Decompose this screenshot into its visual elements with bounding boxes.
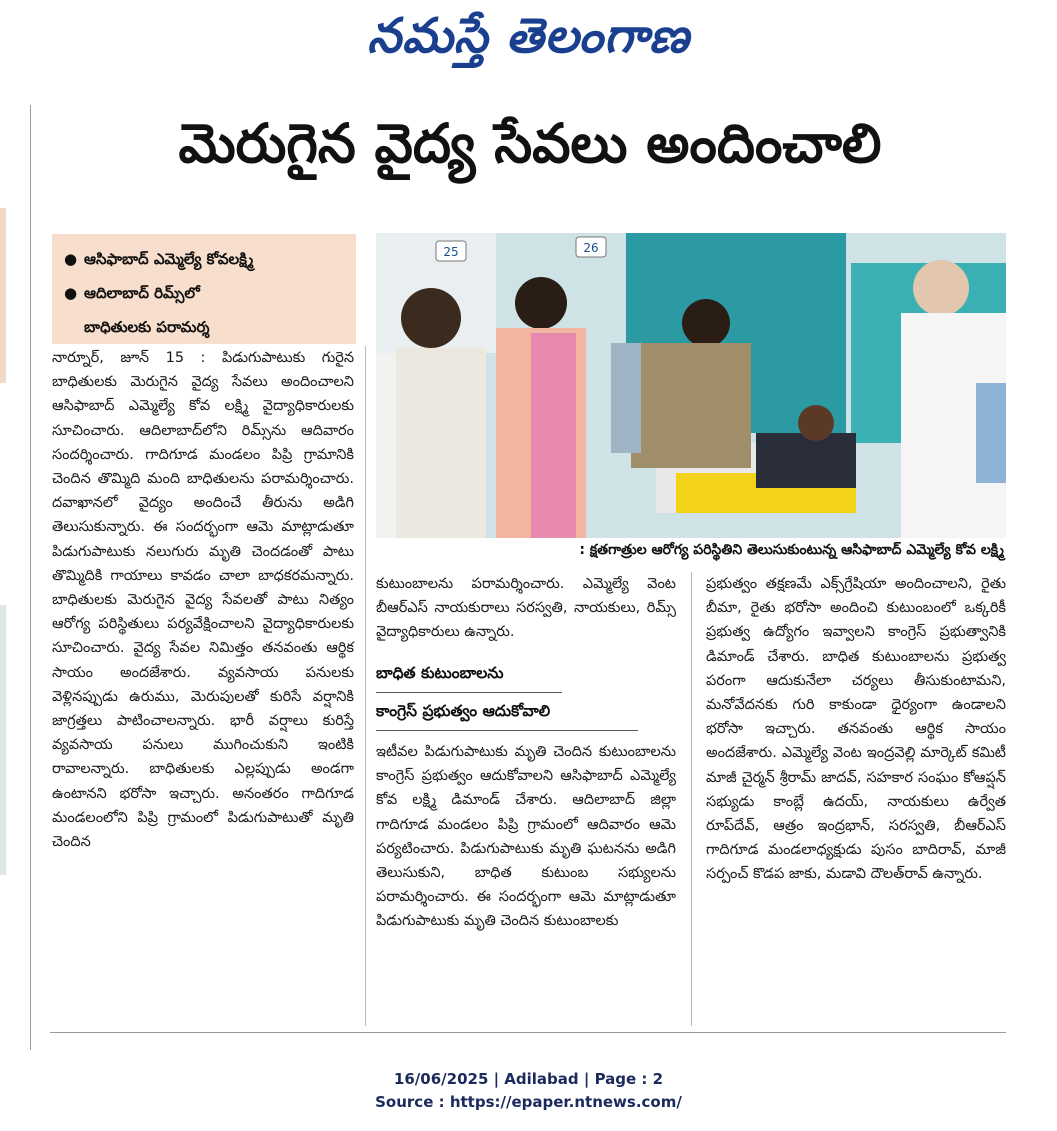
subheading-line-2: కాంగ్రెస్ ప్రభుత్వం ఆదుకోవాలి — [376, 702, 551, 720]
adjacent-article-strip — [0, 100, 10, 1050]
subheading-line-1: బాధిత కుటుంబాలను — [376, 664, 504, 682]
article-headline: మెరుగైన వైద్య సేవలు అందించాలి — [178, 112, 882, 175]
news-photo — [376, 233, 1006, 538]
subheading-rule — [376, 692, 562, 693]
subheading-rule — [376, 730, 638, 731]
hospital-scene-image — [376, 233, 1006, 538]
masthead-logo: నమస్తే తెలంగాణ — [367, 8, 690, 64]
column-divider — [365, 346, 366, 1026]
article-column-3 — [706, 572, 1006, 887]
article-column-2-bottom — [376, 740, 676, 934]
column-divider — [691, 572, 692, 1026]
highlight-item — [64, 242, 348, 276]
highlights-box — [52, 234, 356, 344]
article-paragraph: నార్నూర్, జూన్ 15 : పిడుగుపాటుకు గురైన బాధితులకు మెరుగైన వైద్య సేవలు అందించాలని ఆసిఫాబాద్ ఎమ్మెల్యే కోవ లక్ష్మి వైద్యాధికారులకు సూచించారు. ఆదిలాబాద్‌లోని రిమ్స్‌ను ఆదివారం సందర్శించారు. గాదిగూడ మండలం పిప్రి గ్రామానికి చెందిన తొమ్మిది మంది బాధితులను పరామర్శించారు. దవాఖానలో వైద్యం అందించే తీరును అడిగి తెలుసుకున్నారు. ఈ సందర్భంగా ఆమె మాట్లాడుతూ పిడుగుపాటుకు నలుగురు మృతి చెందడంతో పాటు తొమ్మిదికి గాయాలు కావడం చాలా బాధకరమన్నారు. బాధితులకు మెరుగైన వైద్య సేవలతో పాటు నిత్యం ఆరోగ్య పరిస్థితులు పర్యవేక్షించాలని వైద్యాధికారులకు సూచించారు. వైద్య సేవల నిమిత్తం తనవంతు ఆర్థిక సాయం అందజేశారు. వ్యవసాయ పనులకు వెళ్లినప్పుడు ఉరుము, మెరుపులతో కురిసే వర్షానికి జాగ్రత్తలు పాటించాలన్నారు. భారీ వర్షాలు కురిస్తే వ్యవసాయ పనులు ముగించుకుని ఇంటికి రావాలన్నారు. బాధితులకు ఎల్లప్పుడు అండగా ఉంటానని భరోసా ఇచ్చారు. అనంతరం గాదిగూడ మండలంలోని పిప్రి గ్రామంలో పిడుగుపాటుతో మృతి చెందిన — [52, 350, 354, 851]
bed-number-label: 26 — [583, 241, 599, 255]
highlight-text: ఆదిలాబాద్ రిమ్స్‌లో — [84, 284, 200, 302]
photo-caption: : క్షతగాత్రుల ఆరోగ్య పరిస్థితిని తెలుసుకుంటున్న ఆసిఫాబాద్ ఎమ్మెల్యే కోవ లక్ష్మి — [579, 542, 1004, 558]
footer-edition-info: 16/06/2025 | Adilabad | Page : 2 — [393, 1070, 664, 1088]
article-paragraph: ప్రభుత్వం తక్షణమే ఎక్స్‌గ్రేషియా అందించాలని, రైతు బీమా, రైతు భరోసా అందించి కుటుంబంలో ఒక్కరికీ ప్రభుత్వ ఉద్యోగం ఇవ్వాలని కాంగ్రెస్ ప్రభుత్వానికి డిమాండ్ చేశారు. బాధిత కుటుంబాలను ప్రభుత్వ పరంగా ఆదుకునేలా చర్యలు తీసుకుంటామని, మనోవేదనకు గురి కాకుండా ధైర్యంగా ఉండాలని భరోసా ఇచ్చారు. తనవంతు ఆర్థిక సాయం అందజేశారు. ఎమ్మెల్యే వెంట ఇంద్రవెల్లి మార్కెట్ కమిటీ మాజీ చైర్మన్ శ్రీరామ్ జాదవ్, సహకార సంఘం కోఆప్షన్ సభ్యుడు కాంబ్లే ఉదయ్, నాయకులు ఉర్వేత రూప్‌దేవ్, ఆత్రం ఇంద్రభాన్, సరస్వతి, బీఆర్ఎస్ గాదిగూడ మండలాధ్యక్షుడు పుసం బాదిరావ్, మాజీ సర్పంచ్ కొడప జాకు, మడావి దౌలత్‌రావ్ ఉన్నారు. — [706, 576, 1006, 883]
highlight-text: బాధితులకు పరామర్శ — [84, 318, 210, 336]
article-bottom-rule — [50, 1032, 1006, 1033]
article-column-2-top — [376, 572, 676, 645]
article-paragraph: ఇటీవల పిడుగుపాటుకు మృతి చెందిన కుటుంబాలను కాంగ్రెస్ ప్రభుత్వం ఆదుకోవాలని ఆసిఫాబాద్ ఎమ్మెల్యే కోవ లక్ష్మి డిమాండ్ చేశారు. ఆదిలాబాద్ జిల్లా గాదిగూడ మండలం పిప్రి గ్రామంలో ఆదివారం ఆమె పర్యటించారు. పిడుగుపాటుకు మృతి ఘటనను అడిగి తెలుసుకుని, బాధిత కుటుంబ సభ్యులను పరామర్శించారు. ఈ సందర్భంగా ఆమె మాట్లాడుతూ పిడుగుపాటుకు మృతి చెందిన కుటుంబాలకు — [376, 744, 676, 930]
bed-number-label: 25 — [443, 245, 459, 259]
footer-source-link[interactable]: Source : https://epaper.ntnews.com/ — [375, 1093, 682, 1111]
highlight-text: ఆసిఫాబాద్ ఎమ్మెల్యే కోవలక్ష్మి — [84, 250, 254, 268]
bullet-icon: ● — [64, 250, 78, 268]
column-divider — [30, 105, 31, 1050]
article-paragraph: కుటుంబాలను పరామర్శించారు. ఎమ్మెల్యే వెంట బీఆర్ఎస్ నాయకురాలు సరస్వతి, నాయకులు, రిమ్స్ వైద్యాధికారులు ఉన్నారు. — [376, 576, 676, 641]
highlight-item-continued — [64, 310, 348, 344]
article-column-1 — [52, 346, 354, 854]
bullet-icon: ● — [64, 284, 78, 302]
highlight-item — [64, 276, 348, 310]
